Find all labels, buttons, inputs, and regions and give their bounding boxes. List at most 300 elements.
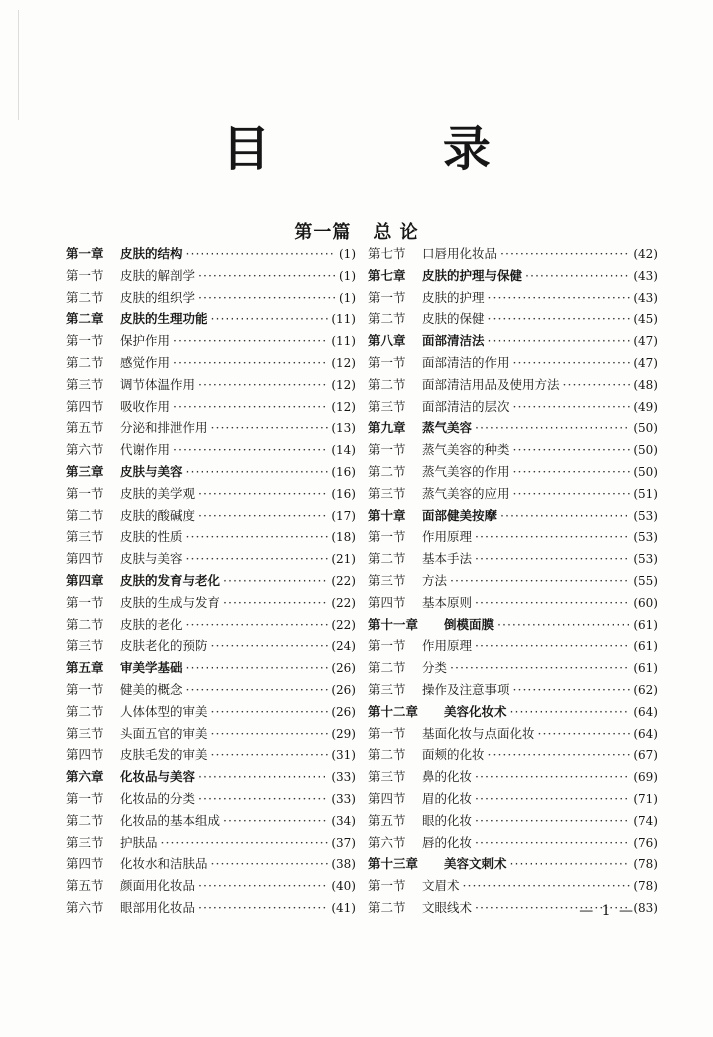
dot-leader — [186, 246, 336, 261]
toc-section-entry[interactable] — [368, 549, 658, 571]
toc-section-entry[interactable] — [368, 397, 658, 419]
entry-number: 第一节 — [66, 594, 104, 610]
entry-page: (61) — [633, 617, 658, 632]
toc-section-entry[interactable] — [368, 309, 658, 331]
dot-leader — [488, 333, 631, 348]
entry-page: (43) — [633, 290, 658, 305]
entry-page: (67) — [633, 748, 658, 763]
toc-section-entry[interactable] — [66, 549, 356, 571]
entry-page: (43) — [633, 268, 658, 283]
entry-number: 第八章 — [368, 333, 406, 349]
toc-section-entry[interactable] — [66, 397, 356, 419]
entry-label: 眼部用化妆品 — [120, 899, 196, 915]
entry-page: (38) — [331, 857, 356, 872]
entry-page: (69) — [633, 770, 658, 785]
entry-page: (1) — [339, 268, 356, 283]
entry-number: 第二节 — [66, 703, 104, 719]
entry-page: (21) — [331, 552, 356, 567]
entry-label: 皮肤的发育与老化 — [120, 572, 221, 588]
entry-page: (11) — [331, 334, 356, 349]
entry-number: 第一节 — [66, 333, 104, 349]
toc-section-entry[interactable] — [368, 745, 658, 767]
entry-label: 分类 — [422, 660, 448, 676]
toc-section-entry[interactable] — [66, 745, 356, 767]
entry-number: 第三节 — [368, 769, 406, 785]
page-number: — 1 — — [579, 903, 635, 919]
entry-number: 第六章 — [66, 769, 104, 785]
dot-leader — [198, 377, 328, 392]
entry-number: 第一节 — [66, 790, 104, 806]
toc-chapter-entry[interactable] — [368, 854, 658, 876]
toc-section-entry[interactable] — [368, 658, 658, 680]
entry-number: 第二节 — [66, 812, 104, 828]
toc-section-entry[interactable] — [368, 767, 658, 789]
entry-label: 保护作用 — [120, 333, 171, 349]
dot-leader — [538, 726, 631, 741]
toc-section-entry[interactable] — [368, 789, 658, 811]
dot-leader — [198, 878, 328, 893]
entry-page: (60) — [633, 595, 658, 610]
entry-label: 皮肤的老化 — [120, 616, 183, 632]
toc-section-entry[interactable] — [368, 462, 658, 484]
dot-leader — [173, 333, 328, 348]
entry-label: 基面化妆与点面化妆 — [422, 725, 535, 741]
part-number: 第一篇 — [294, 222, 352, 243]
toc-section-entry[interactable] — [66, 898, 356, 920]
dot-leader — [223, 595, 328, 610]
entry-label: 眼的化妆 — [422, 812, 473, 828]
entry-page: (22) — [331, 573, 356, 588]
entry-page: (76) — [633, 835, 658, 850]
entry-label: 皮肤的生理功能 — [120, 311, 208, 327]
entry-page: (22) — [331, 595, 356, 610]
entry-page: (48) — [633, 377, 658, 392]
entry-label: 皮肤的保健 — [422, 311, 485, 327]
dot-leader — [475, 595, 630, 610]
toc-section-entry[interactable] — [66, 680, 356, 702]
entry-number: 第一节 — [66, 267, 104, 283]
toc-section-entry[interactable] — [368, 440, 658, 462]
entry-label: 操作及注意事项 — [422, 681, 510, 697]
toc-section-entry[interactable] — [66, 527, 356, 549]
toc-section-entry[interactable] — [368, 527, 658, 549]
toc-section-entry[interactable] — [66, 288, 356, 310]
dot-leader — [475, 791, 630, 806]
entry-label: 皮肤老化的预防 — [120, 638, 208, 654]
entry-number: 第十一章 — [368, 616, 419, 632]
dot-leader — [488, 747, 631, 762]
toc-section-entry[interactable] — [66, 506, 356, 528]
entry-page: (61) — [633, 661, 658, 676]
toc-section-entry[interactable] — [66, 375, 356, 397]
toc-chapter-entry[interactable] — [66, 571, 356, 593]
entry-number: 第二节 — [368, 747, 406, 763]
toc-section-entry[interactable] — [66, 811, 356, 833]
dot-leader — [211, 704, 329, 719]
entry-label: 面部清洁的层次 — [422, 398, 510, 414]
entry-label: 审美学基础 — [120, 660, 183, 676]
toc-chapter-entry[interactable] — [368, 506, 658, 528]
entry-number: 第一节 — [368, 725, 406, 741]
dot-leader — [563, 377, 631, 392]
entry-number: 第二节 — [368, 311, 406, 327]
entry-page: (16) — [331, 486, 356, 501]
entry-page: (13) — [331, 421, 356, 436]
scan-mark — [18, 10, 19, 120]
toc-chapter-entry[interactable] — [368, 702, 658, 724]
entry-page: (47) — [633, 355, 658, 370]
dot-leader — [211, 747, 329, 762]
entry-page: (61) — [633, 639, 658, 654]
entry-number: 第二章 — [66, 311, 104, 327]
entry-label: 感觉作用 — [120, 354, 171, 370]
entry-number: 第二节 — [66, 616, 104, 632]
entry-number: 第五节 — [66, 878, 104, 894]
toc-section-entry[interactable] — [66, 833, 356, 855]
toc-section-entry[interactable] — [368, 680, 658, 702]
entry-number: 第四节 — [368, 594, 406, 610]
dot-leader — [186, 529, 329, 544]
toc-chapter-entry[interactable] — [66, 462, 356, 484]
entry-label: 蒸气美容的种类 — [422, 442, 510, 458]
entry-number: 第十三章 — [368, 856, 419, 872]
dot-leader — [510, 704, 631, 719]
dot-leader — [450, 660, 630, 675]
entry-number: 第二节 — [66, 507, 104, 523]
toc-section-entry[interactable] — [368, 353, 658, 375]
entry-page: (42) — [633, 247, 658, 261]
entry-page: (26) — [331, 682, 356, 697]
entry-label: 文眼线术 — [422, 899, 473, 915]
dot-leader — [475, 529, 630, 544]
entry-number: 第五节 — [66, 420, 104, 436]
entry-number: 第一节 — [66, 485, 104, 501]
toc-section-entry[interactable] — [66, 702, 356, 724]
dot-leader — [198, 900, 328, 915]
entry-number: 第六节 — [66, 442, 104, 458]
dot-leader — [463, 878, 631, 893]
entry-page: (83) — [633, 900, 658, 915]
dot-leader — [513, 399, 631, 414]
entry-label: 文眉术 — [422, 878, 460, 894]
entry-number: 第三节 — [66, 376, 104, 392]
dot-leader — [173, 442, 328, 457]
entry-number: 第一节 — [368, 354, 406, 370]
entry-number: 第三章 — [66, 463, 104, 479]
entry-number: 第二节 — [368, 551, 406, 567]
entry-label: 皮肤的性质 — [120, 529, 183, 545]
entry-label: 基本原则 — [422, 594, 473, 610]
entry-page: (33) — [331, 770, 356, 785]
entry-label: 化妆品与美容 — [120, 769, 196, 785]
entry-page: (31) — [331, 748, 356, 763]
entry-label: 代谢作用 — [120, 442, 171, 458]
entry-page: (14) — [331, 443, 356, 458]
dot-leader — [475, 420, 630, 435]
entry-number: 第十二章 — [368, 703, 419, 719]
toc-chapter-entry[interactable] — [66, 309, 356, 331]
entry-label: 美容文刺术 — [444, 856, 507, 872]
entry-number: 第一章 — [66, 246, 104, 261]
dot-leader — [211, 638, 329, 653]
dot-leader — [186, 660, 329, 675]
entry-label: 倒模面膜 — [444, 616, 495, 632]
entry-number: 第四节 — [66, 856, 104, 872]
entry-page: (74) — [633, 813, 658, 828]
toc-section-entry[interactable] — [66, 724, 356, 746]
entry-number: 第六节 — [368, 834, 406, 850]
entry-number: 第二节 — [66, 354, 104, 370]
dot-leader — [223, 813, 328, 828]
dot-leader — [500, 508, 630, 523]
entry-number: 第十章 — [368, 507, 406, 523]
toc-section-entry[interactable] — [66, 615, 356, 637]
part-title — [0, 218, 713, 244]
dot-leader — [211, 420, 329, 435]
toc-section-entry[interactable] — [66, 593, 356, 615]
entry-label: 皮肤与美容 — [120, 551, 183, 567]
entry-label: 皮肤的解剖学 — [120, 267, 196, 283]
entry-number: 第七节 — [368, 246, 406, 261]
toc-section-entry[interactable] — [66, 484, 356, 506]
entry-label: 皮肤的生成与发育 — [120, 594, 221, 610]
dot-leader — [513, 464, 631, 479]
entry-number: 第五节 — [368, 812, 406, 828]
toc-chapter-entry[interactable] — [368, 331, 658, 353]
entry-number: 第三节 — [66, 638, 104, 654]
dot-leader — [475, 835, 630, 850]
entry-page: (34) — [331, 813, 356, 828]
entry-number: 第二节 — [368, 660, 406, 676]
toc-section-entry[interactable] — [66, 876, 356, 898]
entry-label: 唇的化妆 — [422, 834, 473, 850]
entry-number: 第五章 — [66, 660, 104, 676]
entry-label: 作用原理 — [422, 529, 473, 545]
entry-number: 第四章 — [66, 572, 104, 588]
entry-label: 皮肤的护理 — [422, 289, 485, 305]
entry-page: (17) — [331, 508, 356, 523]
dot-leader — [198, 791, 328, 806]
toc-section-entry[interactable] — [66, 418, 356, 440]
entry-number: 第四节 — [66, 551, 104, 567]
dot-leader — [173, 355, 328, 370]
entry-page: (64) — [633, 726, 658, 741]
entry-page: (26) — [331, 704, 356, 719]
entry-label: 皮肤与美容 — [120, 463, 183, 479]
entry-label: 吸收作用 — [120, 398, 171, 414]
entry-number: 第三节 — [368, 398, 406, 414]
toc-section-entry[interactable] — [368, 571, 658, 593]
entry-number: 第三节 — [368, 572, 406, 588]
entry-page: (50) — [633, 464, 658, 479]
entry-label: 健美的概念 — [120, 681, 183, 697]
dot-leader — [198, 268, 336, 283]
entry-number: 第三节 — [66, 725, 104, 741]
entry-page: (12) — [331, 355, 356, 370]
dot-leader — [186, 551, 329, 566]
toc-chapter-entry[interactable] — [368, 615, 658, 637]
entry-page: (1) — [339, 247, 356, 261]
entry-page: (18) — [331, 530, 356, 545]
entry-label: 鼻的化妆 — [422, 769, 473, 785]
entry-number: 第九章 — [368, 420, 406, 436]
entry-page: (29) — [331, 726, 356, 741]
dot-leader — [513, 355, 631, 370]
toc-section-entry[interactable] — [66, 266, 356, 288]
dot-leader — [223, 573, 328, 588]
entry-label: 调节体温作用 — [120, 376, 196, 392]
dot-leader — [198, 290, 336, 305]
entry-number: 第一节 — [368, 638, 406, 654]
page-title: 目 录 — [222, 121, 569, 177]
toc-section-entry[interactable] — [66, 440, 356, 462]
dot-leader — [186, 464, 329, 479]
entry-label: 作用原理 — [422, 638, 473, 654]
entry-page: (1) — [339, 290, 356, 305]
entry-number: 第三节 — [66, 529, 104, 545]
toc-chapter-entry[interactable] — [368, 418, 658, 440]
dot-leader — [211, 726, 329, 741]
toc-section-entry[interactable] — [368, 636, 658, 658]
entry-label: 眉的化妆 — [422, 790, 473, 806]
entry-page: (51) — [633, 486, 658, 501]
toc-chapter-entry[interactable] — [66, 767, 356, 789]
dot-leader — [475, 638, 630, 653]
toc-section-entry[interactable] — [66, 854, 356, 876]
toc-section-entry[interactable] — [66, 789, 356, 811]
entry-page: (26) — [331, 661, 356, 676]
dot-leader — [475, 551, 630, 566]
toc-column-left — [66, 244, 356, 920]
dot-leader — [475, 769, 630, 784]
entry-number: 第三节 — [368, 681, 406, 697]
dot-leader — [198, 486, 328, 501]
entry-page: (11) — [331, 312, 356, 327]
entry-label: 面部清洁的作用 — [422, 354, 510, 370]
entry-page: (50) — [633, 421, 658, 436]
entry-page: (12) — [331, 377, 356, 392]
entry-page: (71) — [633, 791, 658, 806]
entry-label: 方法 — [422, 572, 448, 588]
entry-number: 第一节 — [66, 681, 104, 697]
toc-section-entry[interactable] — [66, 353, 356, 375]
dot-leader — [488, 311, 631, 326]
entry-label: 皮肤的酸碱度 — [120, 507, 196, 523]
entry-label: 基本手法 — [422, 551, 473, 567]
entry-page: (40) — [331, 879, 356, 894]
entry-label: 皮肤的美学观 — [120, 485, 196, 501]
entry-page: (41) — [331, 900, 356, 915]
entry-page: (22) — [331, 617, 356, 632]
entry-label: 蒸气美容 — [422, 420, 473, 436]
entry-page: (49) — [633, 399, 658, 414]
toc-section-entry[interactable] — [368, 833, 658, 855]
entry-label: 分泌和排泄作用 — [120, 420, 208, 436]
entry-label: 面颊的化妆 — [422, 747, 485, 763]
toc-section-entry[interactable] — [368, 244, 658, 266]
toc-section-entry[interactable] — [368, 375, 658, 397]
dot-leader — [500, 246, 630, 261]
entry-number: 第一节 — [368, 529, 406, 545]
dot-leader — [497, 617, 630, 632]
entry-label: 蒸气美容的应用 — [422, 485, 510, 501]
toc-section-entry[interactable] — [66, 331, 356, 353]
dot-leader — [211, 311, 329, 326]
entry-page: (45) — [633, 312, 658, 327]
entry-number: 第二节 — [66, 289, 104, 305]
entry-page: (53) — [633, 508, 658, 523]
entry-number: 第三节 — [66, 834, 104, 850]
entry-page: (12) — [331, 399, 356, 414]
entry-page: (64) — [633, 704, 658, 719]
dot-leader — [510, 856, 631, 871]
entry-label: 人体体型的审美 — [120, 703, 208, 719]
entry-label: 皮肤毛发的审美 — [120, 747, 208, 763]
entry-number: 第七章 — [368, 267, 406, 283]
entry-number: 第一节 — [368, 878, 406, 894]
toc-column-right — [368, 244, 658, 920]
dot-leader — [173, 399, 328, 414]
entry-page: (24) — [331, 639, 356, 654]
dot-leader — [198, 769, 328, 784]
toc-section-entry[interactable] — [368, 593, 658, 615]
part-name: 总 论 — [373, 222, 419, 243]
entry-page: (33) — [331, 791, 356, 806]
toc-section-entry[interactable] — [368, 724, 658, 746]
entry-number: 第三节 — [368, 485, 406, 501]
dot-leader — [513, 486, 631, 501]
toc-section-entry[interactable] — [66, 636, 356, 658]
entry-page: (78) — [633, 857, 658, 872]
entry-label: 面部清洁用品及使用方法 — [422, 376, 560, 392]
entry-label: 化妆品的分类 — [120, 790, 196, 806]
toc-section-entry[interactable] — [368, 484, 658, 506]
entry-page: (16) — [331, 464, 356, 479]
entry-label: 皮肤的结构 — [120, 246, 183, 261]
entry-label: 化妆水和洁肤品 — [120, 856, 208, 872]
dot-leader — [186, 682, 329, 697]
entry-label: 面部健美按摩 — [422, 507, 498, 523]
entry-label: 化妆品的基本组成 — [120, 812, 221, 828]
dot-leader — [525, 268, 630, 283]
entry-number: 第二节 — [368, 376, 406, 392]
toc-chapter-entry[interactable] — [66, 658, 356, 680]
entry-page: (78) — [633, 879, 658, 894]
dot-leader — [513, 442, 631, 457]
dot-leader — [475, 813, 630, 828]
entry-label: 蒸气美容的作用 — [422, 463, 510, 479]
entry-page: (50) — [633, 443, 658, 458]
entry-page: (37) — [331, 835, 356, 850]
toc-chapter-entry[interactable] — [368, 266, 658, 288]
toc-section-entry[interactable] — [368, 288, 658, 310]
toc-chapter-entry[interactable] — [66, 244, 356, 266]
entry-page: (47) — [633, 334, 658, 349]
entry-number: 第六节 — [66, 899, 104, 915]
entry-page: (53) — [633, 530, 658, 545]
entry-number: 第四节 — [66, 747, 104, 763]
entry-label: 口唇用化妆品 — [422, 246, 498, 261]
entry-page: (62) — [633, 682, 658, 697]
dot-leader — [488, 290, 631, 305]
toc-section-entry[interactable] — [368, 876, 658, 898]
entry-number: 第四节 — [66, 398, 104, 414]
dot-leader — [161, 835, 329, 850]
entry-label: 颜面用化妆品 — [120, 878, 196, 894]
dot-leader — [513, 682, 631, 697]
toc-section-entry[interactable] — [368, 811, 658, 833]
entry-number: 第二节 — [368, 899, 406, 915]
